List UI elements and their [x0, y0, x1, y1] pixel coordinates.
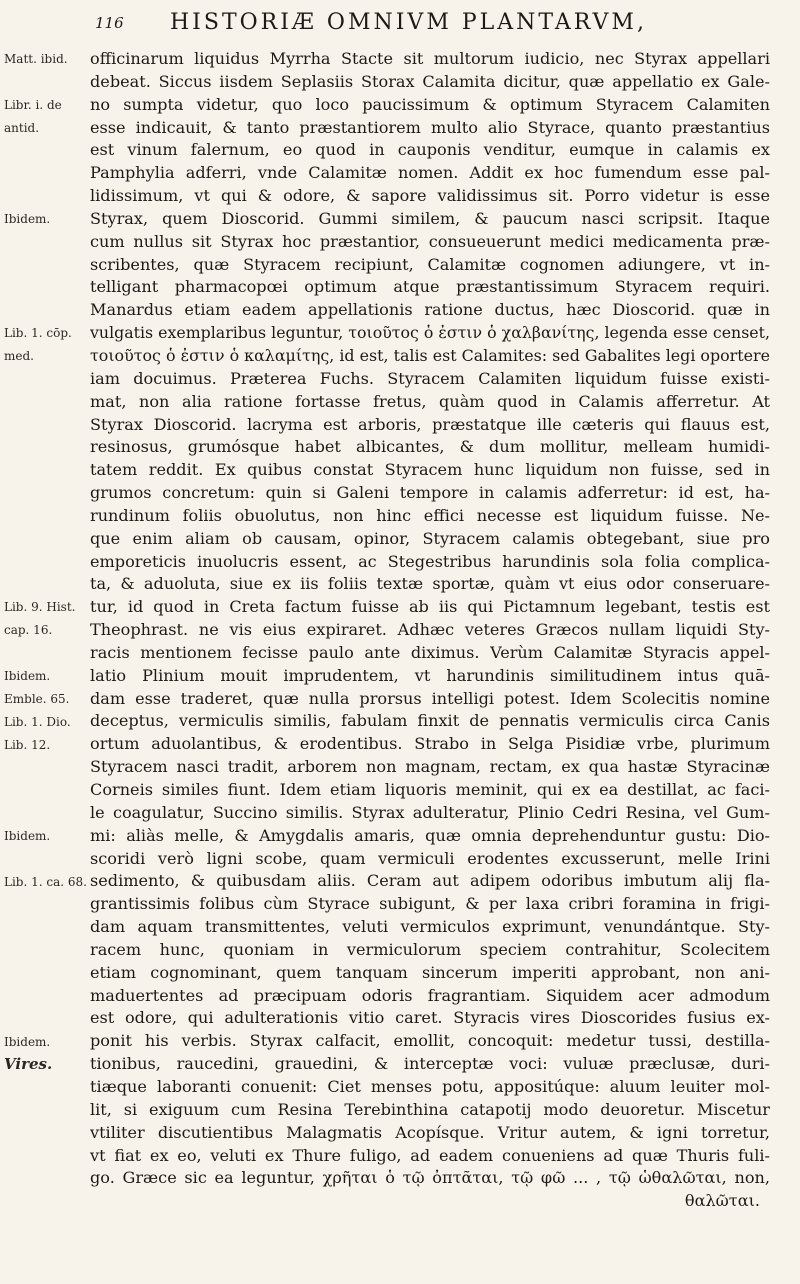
- main-text: [90, 48, 770, 1213]
- text-line: vt fiat ex eo, veluti ex Thure fuligo, ad eadem conueniens ad quæ Thuris fuli-: [90, 1145, 770, 1165]
- text-line: grumos concretum: quin si Galeni tempore in calamis adferretur: id est, ha-: [90, 483, 770, 503]
- text-line: le coagulatur, Succino similis. Styrax adulteratur, Plinio Cedri Resina, vel Gum-: [90, 802, 770, 822]
- text-line: emporeticis inuolucris essent, ac Stegestribus harundinis sola folia complica-: [90, 551, 770, 571]
- text-line: Pamphylia adferri, vnde Calamitæ nomen. Addit ex hoc fumendum esse pal-: [90, 163, 770, 183]
- text-line: Styrax, quem Dioscorid. Gummi similem, & paucum nasci scripsit. Itaque: [90, 208, 770, 228]
- text-line: θαλῶται.: [684, 1191, 760, 1211]
- text-line: scoridi verò ligni scobe, quam vermiculi erodentes excusserunt, melle Irini: [90, 848, 770, 868]
- page-number: 116: [95, 14, 124, 32]
- text-line: lidissimum, vt qui & odore, & sapore validissimus sit. Porro videtur is esse: [90, 186, 770, 206]
- text-line: est vinum falernum, eo quod in cauponis venditur, eumque in calamis ex: [90, 140, 770, 160]
- text-line: ortum aduolantibus, & erodentibus. Strabo in Selga Pisidiæ vrbe, plurimum: [90, 734, 770, 754]
- text-line: Manardus etiam eadem appellationis ratione ductus, hæc Dioscorid. quæ in: [90, 300, 770, 320]
- margin-note: antid.: [4, 120, 40, 135]
- text-line: cum nullus sit Styrax hoc præstantior, consueuerunt medici medicamenta præ-: [90, 231, 770, 251]
- text-line: officinarum liquidus Myrrha Stacte sit multorum iudicio, nec Styrax appellari: [90, 49, 770, 68]
- text-line: etiam cognominant, quem tanquam sincerum imperiti approbant, non ani-: [90, 962, 770, 982]
- text-line: Corneis similes fiunt. Idem etiam liquoris meminit, qui ex ea destillat, ac faci-: [90, 780, 770, 799]
- text-line: go. Græce sic ea leguntur, χρῆται ὁ τῷ ὀπτᾶται, τῷ φῶ ... , τῷ ὡθαλῶται, non,: [90, 1168, 770, 1188]
- text-line: grantissimis folibus cùm Styrace subigunt, & per laxa cribri foramina in frigi-: [90, 894, 770, 914]
- text-line: tionibus, raucedini, grauedini, & interceptæ voci: vuluæ præclusæ, duri-: [90, 1054, 770, 1074]
- margin-note: Ibidem.: [4, 1034, 51, 1049]
- text-line: deceptus, vermiculis similis, fabulam finxit de pennatis vermiculis circa Canis: [90, 711, 770, 731]
- margin-note: Libr. i. de: [4, 97, 62, 112]
- text-line: maduertentes ad præcipuam odoris fragrantiam. Siquidem acer admodum: [90, 985, 770, 1005]
- margin-note: Matt. ibid.: [4, 52, 68, 66]
- text-line: resinosus, grumósque habet albicantes, & dum mollitur, melleam humidi-: [90, 437, 770, 457]
- text-line: Styrax Dioscorid. lacryma est arboris, præstatque ille cæteris qui flauus est,: [90, 414, 770, 434]
- text-line: tur, id quod in Creta factum fuisse ab iis qui Pictamnum legebant, testis est: [90, 597, 770, 617]
- margin-note: Lib. 12.: [4, 737, 51, 752]
- text-line: racis mentionem fecisse paulo ante diximus. Verùm Calamitæ Styracis appel-: [90, 642, 770, 662]
- text-line: ponit his verbis. Styrax calfacit, emollit, concoquit: medetur tussi, destilla-: [90, 1031, 770, 1051]
- text-line: sedimento, & quibusdam aliis. Ceram aut adipem odoribus imbutum alij fla-: [90, 871, 770, 891]
- text-line: dam esse traderet, quæ nulla prorsus intelligi potest. Idem Scolecitis nomine: [90, 688, 770, 708]
- margin-note: Lib. 1. cōp.: [4, 326, 72, 341]
- text-line: τοιοῦτος ὁ ἐστιν ὁ καλαμίτης, id est, talis est Calamites: sed Gabalites legi oportere: [90, 345, 770, 365]
- margin-note-vires: Vires.: [4, 1055, 53, 1074]
- margin-note: Lib. 1. Dio.: [4, 714, 71, 729]
- text-line: ta, & aduoluta, siue ex iis foliis textæ sportæ, quàm vt eius odor conseruare-: [90, 574, 770, 594]
- text-line: tatem reddit. Ex quibus constat Styracem hunc liquidum non fuisse, sed in: [90, 460, 770, 480]
- text-line: Styracem nasci tradit, arborem non magnam, rectam, ex qua hastæ Styracinæ: [90, 757, 770, 777]
- text-line: mi: aliàs melle, & Amygdalis amaris, quæ omnia deprehenduntur gustu: Dio-: [90, 825, 770, 845]
- margin-note: med.: [4, 349, 34, 364]
- text-line: no sumpta videtur, quo loco paucissimum & optimum Styracem Calamiten: [90, 94, 770, 114]
- page-header: [0, 8, 800, 40]
- text-line: est odore, qui adulterationis vitio caret. Styracis vires Dioscorides fusius ex-: [90, 1008, 770, 1028]
- text-line: lit, si exiguum cum Resina Terebinthina catapotij modo deuoretur. Miscetur: [90, 1099, 770, 1119]
- margin-note: Lib. 9. Hist.: [4, 600, 76, 615]
- text-line: vtiliter discutientibus Malagmatis Acopísque. Vritur autem, & igni torretur,: [90, 1122, 770, 1142]
- text-line: esse indicauit, & tanto præstantiorem multo alio Styrace, quanto præstantius: [90, 117, 770, 137]
- text-line: rundinum foliis obuolutus, non hinc effici necesse est liquidum fuisse. Ne-: [90, 505, 770, 525]
- margin-note: Ibidem.: [4, 211, 51, 226]
- text-line: que enim aliam ob causam, opinor, Styracem calamis obtegebant, siue pro: [90, 528, 770, 548]
- text-line: scribentes, quæ Styracem recipiunt, Calamitæ cognomen adiungere, vt in-: [90, 254, 770, 274]
- margin-note: Ibidem.: [4, 668, 51, 683]
- margin-note: Emble. 65.: [4, 691, 70, 706]
- text-line: racem hunc, quoniam in vermiculorum speciem contrahitur, Scolecitem: [90, 939, 770, 959]
- running-head: HISTORIÆ OMNIVM PLANTARVM,: [170, 10, 647, 35]
- text-line: Theophrast. ne vis eius expiraret. Adhæc veteres Græcos nullam liquidi Sty-: [90, 620, 770, 640]
- margin-note: cap. 16.: [4, 623, 53, 638]
- text-line: tiæque laboranti conuenit: Ciet menses potu, appositúque: aluum leuiter mol-: [90, 1076, 770, 1096]
- text-line: debeat. Siccus iisdem Seplasiis Storax Calamita dicitur, quæ appellatio ex Gale-: [90, 71, 770, 91]
- text-line: mat, non alia ratione fortasse fretus, quàm quod in Calamis afferretur. At: [90, 391, 770, 411]
- text-line: vulgatis exemplaribus leguntur, τοιοῦτος ὁ ἐστιν ὁ χαλβανίτης, legenda esse censet,: [90, 323, 770, 343]
- margin-note: Ibidem.: [4, 828, 51, 843]
- text-line: latio Plinium mouit imprudentem, vt harundinis similitudinem intus quā-: [90, 665, 770, 685]
- text-line: dam aquam transmittentes, veluti vermiculos exprimunt, venundántque. Sty-: [90, 917, 770, 937]
- text-line: iam docuimus. Præterea Fuchs. Styracem Calamiten liquidum fuisse existi-: [90, 368, 770, 388]
- margin-notes: [0, 0, 88, 1284]
- text-line: telligant pharmacopœi optimum atque præstantissimum Styracem requiri.: [90, 277, 770, 297]
- margin-note: Lib. 1. ca. 68.: [4, 874, 87, 889]
